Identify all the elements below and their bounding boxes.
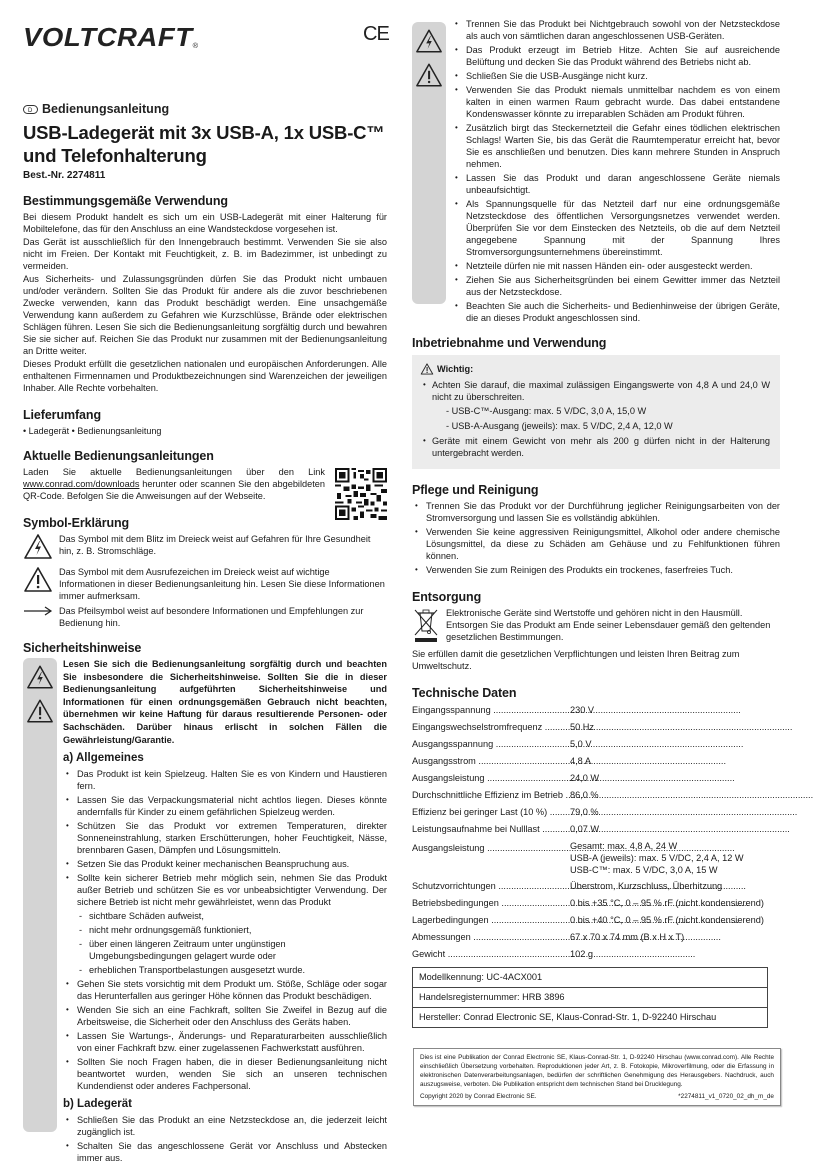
spec-label: Eingangswechselstromfrequenz ..... [412,719,570,736]
list-item: • Verwenden Sie keine aggressiven Reinigungsmittel, Alkohol oder andere chemische Lösungsmittel, da diese zu Schäden am Gehäuse und zu Fehlfunktionen führen können. [412,526,780,562]
exclamation-triangle-icon [415,62,443,88]
usb-c-output-spec: - USB-C™-Ausgang: max. 5 V/DC, 3,0 A, 15,0 W [446,406,647,416]
spec-label: Ausgangsstrom ..... [412,753,570,770]
right-column [412,16,780,1028]
disposal-text-2: Sie erfüllen damit die gesetzlichen Verpflichtungen und leisten Ihren Beitrag zum Umweltschutz. [412,649,740,671]
important-notice [412,355,780,469]
paragraph: Bei diesem Produkt handelt es sich um ein USB-Ladegerät mit einer Halterung für Mobiltelefone, das für den Anschluss an eine Wandsteckdose vorgesehen ist. [23,212,387,234]
spec-label: Durchschnittliche Effizienz im Betrieb ..... [412,787,570,804]
paragraph: Das Gerät ist ausschließlich für den Innengebrauch bestimmt. Verwenden Sie sie also nicht im Freien. Der Kontakt mit Feuchtigkeit, z. B. im Badezimmer, ist unbedingt zu vermeiden. [23,237,387,271]
list-item: - erheblichen Transportbelastungen ausgesetzt wurde. [63,964,387,976]
important-label: Wichtig: [437,364,474,374]
list-item: • Schützen Sie das Produkt vor extremen Temperaturen, direkter Sonneneinstrahlung, starken Erschütterungen, hoher Feuchtigkeit, Nässe, brennbaren Gasen, Dämpfen und Lösungsmitteln. [63,820,387,856]
section-heading-disposal: Entsorgung [412,590,482,604]
list-item: • Schließen Sie die USB-Ausgänge nicht kurz. [452,70,780,82]
list-item: • Beachten Sie auch die Sicherheits- und Bedienhinweise der übrigen Geräte, die an dieses Produkt angeschlossen sind. [452,300,780,324]
list-item: • Geräte mit einem Gewicht von mehr als 200 g dürfen nicht in der Halterung untergebracht werden. [420,435,770,459]
section-heading-care: Pflege und Reinigung [412,483,539,497]
important-header [420,363,770,375]
footer-row [420,1092,774,1101]
list-item: • Ziehen Sie aus Sicherheitsgründen bei einem Gewitter immer das Netzteil aus der Netzsteckdose. [452,274,780,298]
spec-row [412,702,780,719]
spec-value: Überstrom, Kurzschluss, Überhitzung [570,881,723,891]
spec-value: 86,0 % [570,790,599,800]
registered-mark: ® [192,43,199,50]
spec-value: 102 g [570,949,593,959]
general-list-continued [63,978,387,1092]
manuals-text-after: herunter oder scannen Sie den abgebildeten QR-Code. Befolgen Sie die Anweisungen auf der Webseite. [23,479,325,501]
list-item: • Setzen Sie das Produkt keiner mechanischen Beanspruchung aus. [63,858,387,870]
safety-content [446,16,780,326]
brand-name: VOLTCRAFT [23,22,193,52]
spec-row [412,838,780,878]
list-item: • Schließen Sie das Produkt an eine Netzsteckdose an, die jederzeit leicht zugänglich ist. [63,1114,387,1138]
safety-content [57,658,387,1166]
safety-sidebar [412,22,446,304]
list-item: • Trennen Sie das Produkt bei Nichtgebrauch sowohl von der Netzsteckdose als auch von sämtlichen daran angeschlossenen USB-Geräten. [452,18,780,42]
safety-intro: Lesen Sie sich die Bedienungsanleitung sorgfältig durch und beachten Sie insbesondere die Sicherheitshinweise. Sollten Sie die in dieser Bedienungsanleitung aufgeführten Sicherheitshinweise und Informationen für einen ordnungsgemäßen Gebrauch nicht beachten, übernehmen wir keine Haftung für daraus resultierende Personen- oder Sachschäden. Darüber hinaus erlischt in solchen Fällen die Gewährleistung/Garantie. [63,659,387,745]
list-item: • Wenden Sie sich an eine Fachkraft, sollten Sie Zweifel in Bezug auf die Arbeitsweise, die Sicherheit oder den Anschluss des Geräts haben. [63,1004,387,1028]
symbol-item [23,533,387,563]
order-number: Best.-Nr. 2274811 [23,170,106,181]
qr-code-icon[interactable] [335,468,387,520]
spec-row [412,753,780,770]
header [23,22,387,58]
lightning-triangle-icon [26,664,54,690]
subsection-heading-general: a) Allgemeines [63,752,144,765]
spec-row [412,895,780,912]
lightning-triangle-icon [23,533,57,563]
spec-row [412,912,780,929]
language-badge-icon [23,105,38,114]
spec-value: 67 x 70 x 74 mm (B x H x T) [570,932,685,942]
legal-text: Dies ist eine Publikation der Conrad Electronic SE, Klaus-Conrad-Str. 1, D-92240 Hirschau (www.conrad.com). Alle Rechte einschließlich Übersetzung vorbehalten. Reproduktionen jeder Art, z. B. Fotokopie, Mikroverfilmung, oder die Erfassung in elektronischen Datenverarbeitungsanlagen, bedürfen der schriftlichen Genehmigung des Herausgebers. Nachdruck, auch auszugsweise, verboten. Die Publikation entspricht dem technischen Stand bei Drucklegung. [420,1054,774,1088]
list-item: • Das Produkt ist kein Spielzeug. Halten Sie es von Kindern und Haustieren fern. [63,768,387,792]
spec-value: 0 bis +40 °C, 0 – 95 % rF (nicht kondensierend) [570,915,764,925]
manuals-text [23,466,325,502]
doc-type-label: Bedienungsanleitung [42,102,170,116]
spec-label: Eingangsspannung ..... [412,702,570,719]
symbol-item [23,605,387,629]
section-heading-symbols: Symbol-Erklärung [23,516,130,530]
spec-value: 0 bis +35 °C, 0 – 95 % rF (nicht kondensierend) [570,898,764,908]
trade-register-row: Handelsregisternummer: HRB 3896 [413,988,767,1008]
section-heading-safety: Sicherheitshinweise [23,641,142,655]
page-title: USB-Ladegerät mit 3x USB-A, 1x USB-C™ und Telefonhalterung [23,122,385,166]
spec-row [412,821,780,838]
list-item: • Schalten Sie das angeschlossene Gerät vor Anschluss und Abstecken immer aus. [63,1140,387,1164]
list-item: • Verwenden Sie zum Reinigen des Produkts ein trockenes, faserfreies Tuch. [412,564,780,576]
list-item: • Lassen Sie Wartungs-, Änderungs- und Reparaturarbeiten ausschließlich von einer Fachkraft bzw. einer zugelassenen Fachwerkstatt ausführen. [63,1030,387,1054]
spec-line: USB-C™: max. 5 V/DC, 3,0 A, 15 W [570,865,718,875]
doc-type [23,102,387,117]
exclamation-triangle-icon [23,566,57,596]
legal-footer [413,1048,781,1106]
list-item: - sichtbare Schäden aufweist, [63,910,387,922]
spec-label: Ausgangsspannung ..... [412,736,570,753]
safety-block-continued [412,16,780,326]
identification-table [412,967,768,1028]
list-item: • Lassen Sie das Produkt und daran angeschlossene Geräte niemals unbeaufsichtigt. [452,172,780,196]
spec-label: Betriebsbedingungen ..... [412,895,570,912]
spec-value: 50 Hz [570,722,595,732]
spec-label: Leistungsaufnahme bei Nulllast ..... [412,821,570,838]
intended-use-body [23,211,387,394]
spec-value: 0,07 W [570,824,600,834]
list-item: - nicht mehr ordnungsgemäß funktioniert, [63,924,387,936]
copyright: Copyright 2020 by Conrad Electronic SE. [420,1093,537,1100]
list-item: • Achten Sie darauf, die maximal zulässigen Eingangswerte von 4,8 A und 24,0 W nicht zu überschreiten. [420,379,770,403]
spec-row [412,878,780,895]
ce-mark-icon: CE [363,23,389,45]
spec-row [412,946,780,963]
operation-list-2 [420,435,770,459]
model-id-row: Modellkennung: UC-4ACX001 [413,968,767,988]
general-sub-list [63,910,387,976]
spec-value [570,840,780,876]
crossed-bin-icon [412,607,446,646]
list-item: - über einen längeren Zeitraum unter ungünstigen Umgebungsbedingungen gelagert wurde oder [63,938,387,962]
spec-label: Ausgangsleistung ..... [412,770,570,787]
spec-label: Lagerbedingungen ..... [412,912,570,929]
care-list [412,500,780,576]
document-code: *2274811_v1_0720_02_dh_m_de [678,1093,774,1100]
section-heading-intended-use: Bestimmungsgemäße Verwendung [23,194,228,208]
spec-row [412,787,780,804]
spec-row [412,770,780,787]
list-item: • Trennen Sie das Produkt vor der Durchführung jeglicher Reinigungsarbeiten von der Stromversorgung und lassen Sie es vollständig abkühlen. [412,500,780,524]
section-heading-operation: Inbetriebnahme und Verwendung [412,336,607,350]
section-heading-scope: Lieferumfang [23,408,101,422]
spec-value: 4,8 A [570,756,591,766]
symbol-item [23,566,387,602]
spec-row [412,736,780,753]
spec-label: Schutzvorrichtungen ..... [412,878,570,895]
manufacturer-row: Hersteller: Conrad Electronic SE, Klaus-Conrad-Str. 1, D-92240 Hirschau [419,1012,717,1022]
disposal-text: Elektronische Geräte sind Wertstoffe und gehören nicht in den Hausmüll. Entsorgen Sie das Produkt am Ende seiner Lebensdauer gemäß den geltenden gesetzlichen Bestimmungen. [446,608,771,642]
charger-list [63,1114,387,1164]
spec-value: 79,0 % [570,807,599,817]
warning-icon [420,363,434,375]
list-item: • Das Produkt erzeugt im Betrieb Hitze. Achten Sie auf ausreichende Belüftung und decken Sie das Produkt während des Betriebs nicht ab. [452,44,780,68]
disposal-block [412,607,780,646]
paragraph: Dieses Produkt erfüllt die gesetzlichen nationalen und europäischen Anforderungen. Alle enthaltenen Firmennamen und Produktbezeichnungen sind Warenzeichen der jeweiligen Inhaber. Alle Rechte vorbehalten. [23,359,387,393]
spec-label: Gewicht ..... [412,946,570,963]
charger-list-continued [452,18,780,324]
list-item: • Zusätzlich birgt das Steckernetzteil die Gefahr eines tödlichen elektrischen Schlags! Warten Sie, bis das Gerät die Raumtemperatur erreicht hat, bevor Sie es anschließen und benutzen. Dies kann mehrere Stunden in Anspruch nehmen. [452,122,780,170]
section-heading-manuals: Aktuelle Bedienungsanleitungen [23,449,214,463]
general-list [63,768,387,908]
list-item: • Sollte kein sicherer Betrieb mehr möglich sein, nehmen Sie das Produkt außer Betrieb und schützen Sie es vor unbeabsichtigter Verwendung. Der sichere Betrieb ist nicht mehr gewährleistet, wenn das Produkt [63,872,387,908]
arrow-right-icon [23,605,57,620]
spec-label: Ausgangsleistung ..... [412,840,570,876]
list-item: • Verwenden Sie das Produkt niemals unmittelbar nachdem es von einem kalten in einen warmen Raum gebracht wurde. Das dabei entstandene Kondenswasser könnte zu irreparablen Schäden am Produkt führen. [452,84,780,120]
spec-row [412,719,780,736]
subsection-heading-charger: b) Ladegerät [63,1098,133,1111]
specs-table [412,702,780,963]
spec-label: Effizienz bei geringer Last (10 %) ..... [412,804,570,821]
brand-logo [23,22,199,62]
spec-row [412,929,780,946]
spec-label: Abmessungen ..... [412,929,570,946]
downloads-link[interactable]: www.conrad.com/downloads [23,479,140,489]
spec-value: 24,0 W [570,773,600,783]
list-item: • Sollten Sie noch Fragen haben, die in dieser Bedienungsanleitung nicht beantwortet wurden, wenden Sie sich an unseren technischen Kundendienst oder anderes Fachpersonal. [63,1056,387,1092]
usb-a-output-spec: - USB-A-Ausgang (jeweils): max. 5 V/DC, 2,4 A, 12,0 W [446,421,673,431]
exclamation-triangle-icon [26,698,54,724]
paragraph: Aus Sicherheits- und Zulassungsgründen dürfen Sie das Produkt nicht umbauen und/oder verändern. Sollten Sie das Produkt für andere als die zuvor beschriebenen Zwecke verwenden, kann das Produkt beschädigt werden. Eine unsachgemäße Verwendung kann außerdem zu Gefahren wie Kurzschlüsse, Brände oder elektrischen Schlägen führen. Lesen Sie sich die Bedienungsanleitung sorgfältig durch und bewahren Sie sie sicher auf. Reichen Sie das Produkt nur zusammen mit der Bedienungsanleitung an Dritte weiter. [23,274,387,356]
scope-items: • Ladegerät • Bedienungsanleitung [23,426,162,436]
spec-row [412,804,780,821]
list-item: • Netzteile dürfen nie mit nassen Händen ein- oder ausgesteckt werden. [452,260,780,272]
spec-line: USB-A (jeweils): max. 5 V/DC, 2,4 A, 12 W [570,853,744,863]
safety-block [23,658,387,1166]
spec-value: 230 V [570,705,595,715]
lightning-triangle-icon [415,28,443,54]
symbol-text: Das Symbol mit dem Blitz im Dreieck weist auf Gefahren für Ihre Gesundheit hin, z. B. Stromschläge. [59,534,371,556]
section-heading-specs: Technische Daten [412,686,517,700]
list-item: • Lassen Sie das Verpackungsmaterial nicht achtlos liegen. Dieses könnte andernfalls für Kinder zu einem gefährlichen Spielzeug werden. [63,794,387,818]
list-item: • Gehen Sie stets vorsichtig mit dem Produkt um. Stöße, Schläge oder sogar das Herunterfallen aus geringer Höhe können das Produkt beschädigen. [63,978,387,1002]
left-column [23,22,387,1166]
list-item: • Als Spannungsquelle für das Netzteil darf nur eine ordnungsgemäße Netzsteckdose des öffentlichen Versorgungsnetzes verwendet werden. Überprüfen Sie vor dem Einstecken des Netzteils, ob die auf dem Netzteil angegebene Spannung mit der Spannung Ihres Stromversorgungsunternehmens übereinstimmt. [452,198,780,258]
symbol-text: Das Symbol mit dem Ausrufezeichen im Dreieck weist auf wichtige Informationen in dieser Bedienungsanleitung hin. Lesen Sie diese Informationen immer aufmerksam. [59,567,385,601]
spec-value: 5,0 V [570,739,592,749]
operation-list [420,379,770,403]
safety-sidebar [23,658,57,1132]
spec-line: Gesamt: max. 4,8 A, 24 W [570,841,678,851]
manuals-block [23,466,387,502]
manuals-text-before: Laden Sie aktuelle Bedienungsanleitungen über den Link [23,467,325,477]
symbol-text: Das Pfeilsymbol weist auf besondere Informationen und Empfehlungen zur Bedienung hin. [59,606,364,628]
